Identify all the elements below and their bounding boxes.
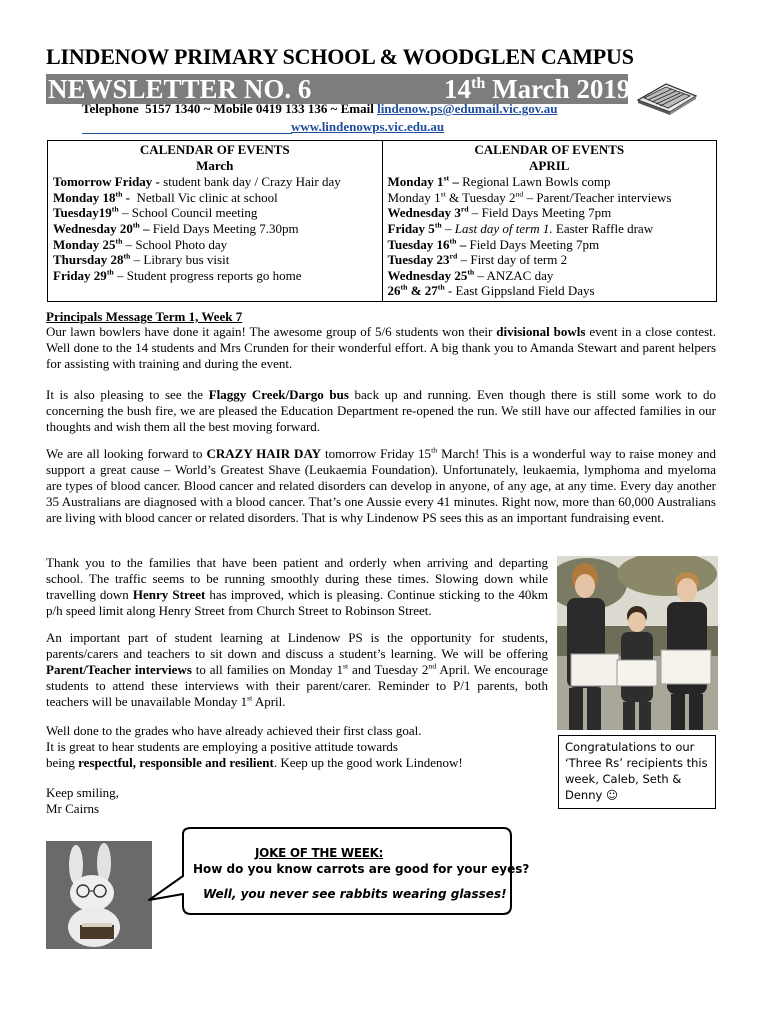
list-item: Monday 25th – School Photo day	[53, 236, 228, 252]
joke-question: How do you know carrots are good for your eyes?	[193, 862, 530, 876]
list-item: Tuesday 23rd – First day of term 2	[387, 251, 568, 268]
email-link[interactable]: lindenow.ps@edumail.vic.gov.au	[377, 101, 558, 116]
list-item: 26th & 27th - East Gippsland Field Days	[387, 283, 595, 299]
list-item: Thursday 28th – Library bus visit	[53, 251, 230, 268]
rabbit-reading-image	[46, 841, 152, 949]
calendar-month: APRIL	[529, 157, 570, 173]
calendar-april	[382, 141, 717, 302]
paragraph-crazy-hair-day: We are all looking forward to CRAZY HAIR DAY tomorrow Friday 15th March! This is a wonderful way to raise money and support a great cause – World’s Greatest Shave (Leukaemia Foundation). Unfortunately, leukaemia, lymphoma and myeloma are types of blood cancer. Blood cancer and related disorders can develop in anyone, of any age, at any time. Every day another 35 Australians are diagnosed with a blood cancer. That’s one Aussie every 41 minutes. Right now, more than 60,000 Australians are living with blood cancer or related disorders. That is why Lindenow PS sees this as an important fundraising event.	[46, 445, 716, 525]
paragraph-bus: It is also pleasing to see the Flaggy Creek/Dargo bus back up and running. Even though there is still some work to do concerning the bush fire, we are pleased the Education Department re-opened the run. We still have our affected families in our thoughts and wish them all the best moving forward.	[46, 387, 717, 434]
list-item: Monday 18th - Netball Vic clinic at school	[53, 189, 278, 205]
list-item: Tomorrow Friday - student bank day / Crazy Hair day	[53, 174, 341, 190]
goals-line: It is great to hear students are employing a positive attitude towards	[46, 739, 398, 754]
message-heading: Principals Message Term 1, Week 7	[46, 309, 243, 324]
paragraph-goals	[46, 723, 556, 771]
list-item: Tuesday 16th – Field Days Meeting 7pm	[387, 236, 600, 252]
school-name: LINDENOW PRIMARY SCHOOL & WOODGLEN CAMPUS	[46, 44, 634, 69]
newsletter-date: 14th March 2019	[444, 74, 631, 104]
paragraph-lawn-bowls: Our lawn bowlers have done it again! The awesome group of 5/6 students won their divisional bowls event in a close contest. Well done to the 14 students and Mrs Crunden for their wonderful effort. A big thank you to Amanda Stewart and parent helpers for assisting with training and during the event.	[46, 324, 716, 371]
newsletter-banner	[46, 74, 631, 104]
website-link[interactable]: www.lindenowps.vic.edu.au	[291, 119, 445, 134]
calendar-march	[48, 141, 383, 302]
calendar-title: CALENDAR OF EVENTS	[139, 142, 290, 157]
list-item: Friday 29th – Student progress reports go home	[53, 267, 302, 283]
paragraph-interviews: An important part of student learning at Lindenow PS is the opportunity for students, parents/carers and teachers to sit down and discuss a student’s learning. We will be offering Parent/Teacher interviews to all families on Monday 1st and Tuesday 2nd April. We encourage students to attend these interviews with their parent/carer. Reminder to P/1 parents, both teachers will be unavailable Monday 1st April.	[46, 630, 548, 709]
calendar-table	[47, 140, 717, 302]
list-item: Wednesday 3rd – Field Days Meeting 7pm	[387, 205, 612, 221]
signoff-line: Keep smiling,	[46, 785, 119, 800]
goals-line: Well done to the grades who have already achieved their first class goal.	[46, 723, 422, 738]
calendar-month: March	[196, 157, 234, 173]
list-item: Friday 5th – Last day of term 1. Easter Raffle draw	[387, 220, 654, 236]
list-item: Monday 1st – Regional Lawn Bowls comp	[387, 173, 611, 190]
list-item: Wednesday 25th – ANZAC day	[387, 267, 554, 283]
signoff	[46, 785, 119, 817]
joke-answer: Well, you never see rabbits wearing glasses!	[203, 887, 507, 901]
contact-line: Telephone 5157 1340 ~ Mobile 0419 133 136 ~ Email lindenow.ps@edumail.vic.gov.au	[82, 101, 558, 116]
list-item: Wednesday 20th – Field Days Meeting 7.30pm	[53, 220, 299, 236]
goals-line: being respectful, responsible and resilient. Keep up the good work Lindenow!	[46, 755, 463, 770]
divider-line	[82, 133, 292, 134]
students-photo	[557, 556, 718, 730]
principal-name: Mr Cairns	[46, 801, 100, 816]
newsletter-number: NEWSLETTER NO. 6	[48, 74, 312, 104]
joke-title: JOKE OF THE WEEK:	[255, 846, 384, 860]
school-building-logo	[634, 78, 700, 116]
list-item: Monday 1st & Tuesday 2nd – Parent/Teacher interviews	[387, 189, 672, 205]
photo-caption: Congratulations to our ‘Three Rs’ recipients this week, Caleb, Seth & Denny ☺	[558, 735, 716, 809]
list-item: Tuesday19th – School Council meeting	[53, 205, 258, 221]
calendar-title: CALENDAR OF EVENTS	[474, 142, 625, 157]
paragraph-traffic: Thank you to the families that have been patient and orderly when arriving and departing school. The traffic seems to be running smoothly during these times. Slowing down while travelling down Henry Street has improved, which is pleasing. Continue sticking to the 40km p/h speed limit along Henry Street from Church Street to Robinson Street.	[46, 555, 548, 618]
